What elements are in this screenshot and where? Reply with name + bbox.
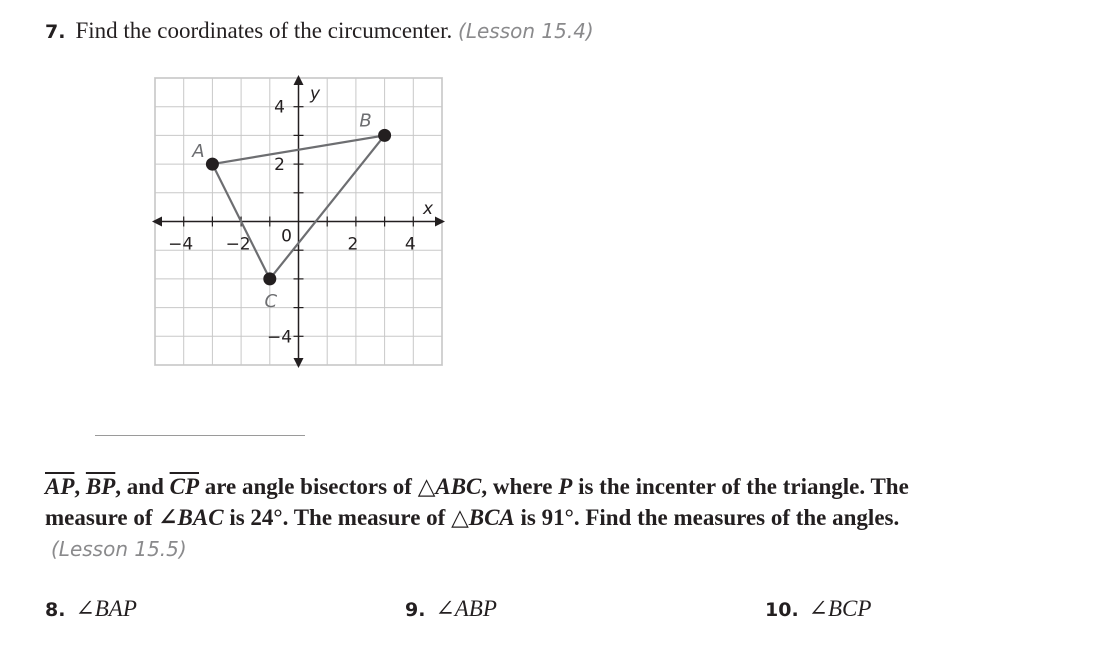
paragraph-text: is the incenter of the triangle. The measure of [45,474,909,530]
paragraph-text: is 91°. Find the measures of the angles. [514,505,900,530]
segment-cp: $\overline{CP}$ [169,474,200,499]
separator: , and [115,474,170,499]
question-8-angle: ∠BAP [75,596,137,621]
x-tick-label: 2 [347,234,359,255]
answer-line [95,435,305,436]
question-9-number: 9. [405,599,426,621]
question-10-angle: ∠BCP [808,596,872,621]
point-a [206,158,219,171]
point-label-b: B [359,110,372,132]
paragraph-text: is 24°. The measure of [223,505,452,530]
question-7-lesson-ref: (Lesson 15.4) [458,19,594,43]
question-8-number: 8. [45,599,66,621]
incenter-p: P [558,474,573,499]
paragraph-lesson-ref: (Lesson 15.5) [51,537,187,561]
paragraph-text: , where [481,474,559,499]
y-tick-label: 2 [274,155,285,176]
separator: , [74,474,86,499]
triangle-abc-symbol: △ABC [417,474,482,499]
angle-bac: ∠BAC [158,505,224,530]
question-10-number: 10. [765,599,799,621]
question-8-10-instructions [45,471,945,565]
paragraph-text: are angle bisectors of [199,474,418,499]
triangle-bca-symbol: △BCA [451,505,515,530]
point-b [378,129,391,142]
origin-label: 0 [281,226,292,247]
x-tick-label: 4 [404,234,416,255]
question-9-angle: ∠ABP [435,596,497,621]
x-tick-label: −4 [168,234,194,255]
question-8 [45,596,137,622]
y-axis-label: y [309,84,321,104]
question-7-number: 7. [45,21,66,43]
question-10 [765,596,871,622]
segment-bp: $\overline{BP}$ [85,474,116,499]
question-7-text: Find the coordinates of the circumcenter. [75,18,453,43]
point-label-a: A [192,141,205,163]
point-label-c: C [264,290,278,312]
x-axis-label: x [422,199,434,219]
point-c [263,272,276,285]
segment-ap: $\overline{AP}$ [45,474,75,499]
y-tick-label: 4 [274,97,285,118]
y-tick-label: −4 [266,327,293,348]
question-9 [405,596,497,622]
x-tick-label: −2 [225,234,251,255]
